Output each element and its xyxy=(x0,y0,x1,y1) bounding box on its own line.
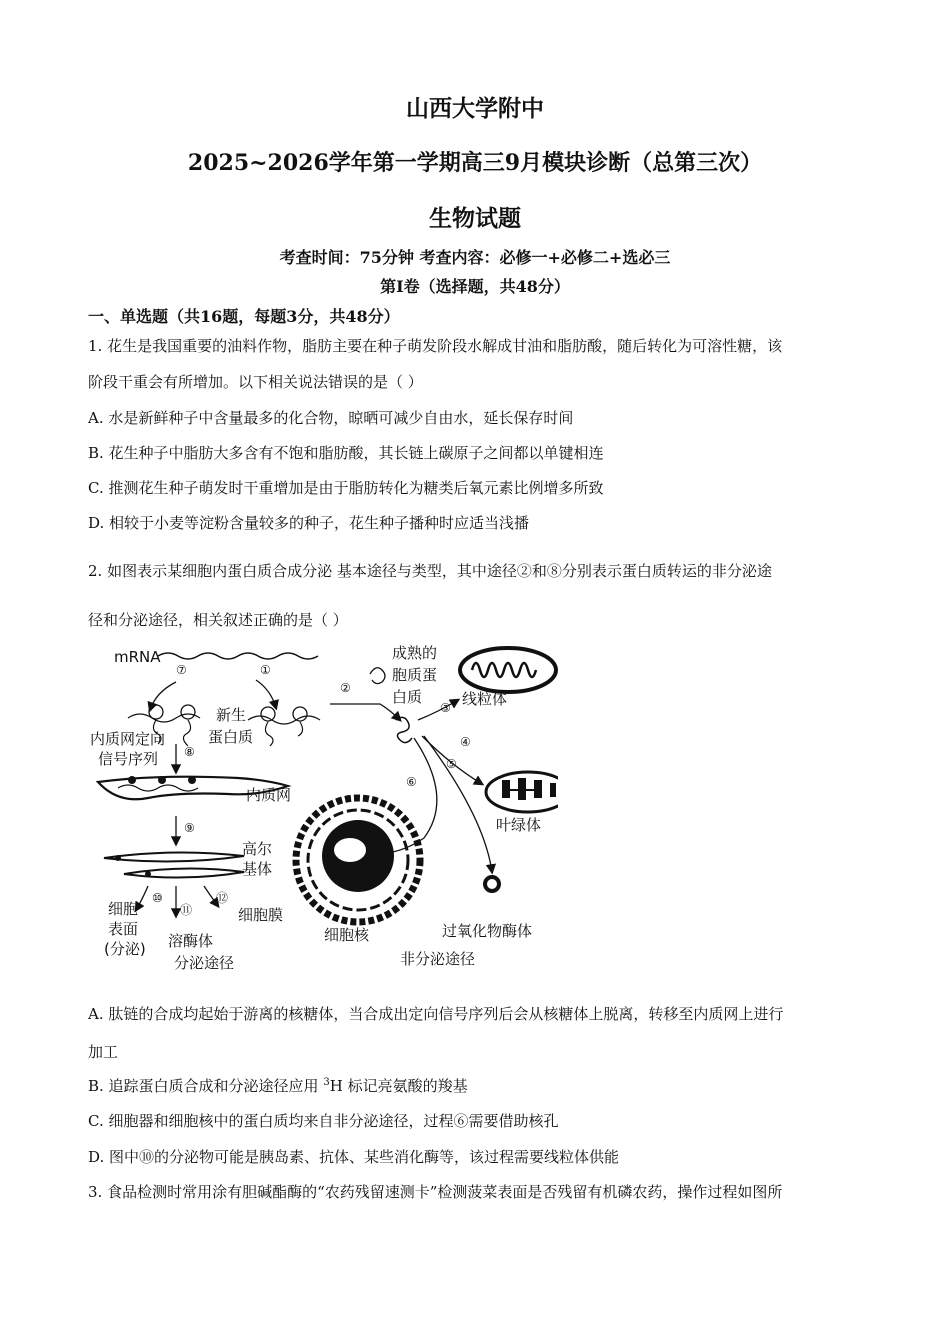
step-12-label: ⑫ xyxy=(216,891,229,905)
mature-protein-label-3: 白质 xyxy=(392,688,423,706)
secretory-pathway-label: 分泌途径 xyxy=(174,954,235,972)
step-4-label: ④ xyxy=(460,735,471,749)
volume-title: 第Ⅰ卷（选择题，共48分） xyxy=(380,277,570,296)
q1-option-c: C. 推测花生种子萌发时干重增加是由于脂肪转化为糖类后氧元素比例增多所致 xyxy=(88,479,604,497)
section-heading: 一、单选题（共16题，每题3分，共48分） xyxy=(88,307,400,326)
mature-protein-shape xyxy=(370,668,385,684)
step-8-label: ⑧ xyxy=(184,745,195,759)
step-5-label: ⑤ xyxy=(446,757,457,771)
peroxisome-icon xyxy=(485,877,499,891)
cell-surface-label-1: 细胞 xyxy=(108,900,139,918)
step-1-label: ① xyxy=(260,663,271,677)
peroxisome-label: 过氧化物酶体 xyxy=(442,922,533,940)
cell-surface-label-3: (分泌) xyxy=(104,940,146,958)
chloroplast-icon xyxy=(486,772,558,812)
q1-option-a: A. 水是新鲜种子中含量最多的化合物，晾晒可减少自由水，延长保存时间 xyxy=(88,409,574,427)
mitochondrion-icon xyxy=(460,648,556,692)
q2-option-d: D. 图中⑩的分泌物可能是胰岛素、抗体、某些消化酶等，该过程需要线粒体供能 xyxy=(88,1148,620,1166)
step-11-label: ⑪ xyxy=(180,903,193,917)
cell-membrane-label: 细胞膜 xyxy=(238,906,284,924)
protein-pathway-figure xyxy=(88,640,558,980)
q2-option-a-line2: 加工 xyxy=(88,1043,119,1061)
non-secretory-pathway-label: 非分泌途径 xyxy=(400,950,476,968)
golgi-apparatus-icon xyxy=(104,852,244,877)
q1-option-d: D. 相较于小麦等淀粉含量较多的种子，花生种子播种时应适当浅播 xyxy=(88,514,530,532)
chloroplast-label: 叶绿体 xyxy=(496,816,542,834)
q2-option-b-superscript: 3 xyxy=(323,1077,330,1088)
q2-option-b xyxy=(88,1075,468,1096)
cytoplasm-protein-coil xyxy=(396,717,412,742)
er-label: 内质网 xyxy=(246,786,292,804)
step-7-label: ⑦ xyxy=(176,663,187,677)
q2-option-a-line1: A. 肽链的合成均起始于游离的核糖体，当合成出定向信号序列后会从核糖体上脱离，转移至内质网上进行 xyxy=(88,1005,784,1023)
step-9-label: ⑨ xyxy=(184,821,195,835)
new-protein-label-2: 蛋白质 xyxy=(208,728,254,746)
q3-stem-line1: 3. 食品检测时常用涂有胆碱酯酶的“农药残留速测卡”检测菠菜表面是否残留有机磷农药，操作过程如图所 xyxy=(88,1183,783,1201)
nucleus-label: 细胞核 xyxy=(324,926,370,944)
school-title: 山西大学附中 xyxy=(406,95,544,122)
q2-stem-line2: 径和分泌途径，相关叙述正确的是（ ） xyxy=(88,611,348,629)
mature-protein-label-2: 胞质蛋 xyxy=(392,666,438,684)
q2-option-b-prefix: B. 追踪蛋白质合成和分泌途径应用 xyxy=(88,1077,324,1095)
subject-title: 生物试题 xyxy=(429,205,521,232)
q1-stem-line2: 阶段干重会有所增加。以下相关说法错误的是（ ） xyxy=(88,373,423,391)
exam-title: 2025~2026学年第一学期高三9月模块诊断（总第三次） xyxy=(187,150,763,176)
er-signal-label-1: 内质网定向 xyxy=(90,730,166,748)
mature-protein-label-1: 成熟的 xyxy=(392,644,438,662)
mrna-label: mRNA xyxy=(114,648,161,666)
exam-info: 考查时间：75分钟 考查内容：必修一+必修二+选必三 xyxy=(279,248,671,267)
new-protein-label-1: 新生 xyxy=(216,706,247,724)
q1-stem-line1: 1. 花生是我国重要的油料作物，脂肪主要在种子萌发阶段水解成甘油和脂肪酸，随后转化为可溶性糖，该 xyxy=(88,337,783,355)
q2-stem-line1: 2. 如图表示某细胞内蛋白质合成分泌 基本途径与类型，其中途径②和⑧分别表示蛋白质转运的非分泌途 xyxy=(88,562,772,580)
lysosome-label: 溶酶体 xyxy=(168,932,214,950)
step-3-label: ③ xyxy=(440,701,451,715)
q2-option-b-suffix: H 标记亮氨酸的羧基 xyxy=(329,1077,468,1095)
step-10-label: ⑩ xyxy=(152,891,163,905)
q1-option-b: B. 花生种子中脂肪大多含有不饱和脂肪酸，其长链上碳原子之间都以单键相连 xyxy=(88,444,604,462)
step-2-label: ② xyxy=(340,681,351,695)
ribosome-group-right xyxy=(248,707,320,746)
er-signal-label-2: 信号序列 xyxy=(98,750,159,768)
mrna-strand xyxy=(158,653,318,659)
nucleus-icon xyxy=(296,798,420,922)
golgi-label-1: 高尔 xyxy=(242,840,273,858)
step-6-label: ⑥ xyxy=(406,775,417,789)
q2-option-c: C. 细胞器和细胞核中的蛋白质均来自非分泌途径，过程⑥需要借助核孔 xyxy=(88,1112,559,1130)
golgi-label-2: 基体 xyxy=(242,860,273,878)
cell-surface-label-2: 表面 xyxy=(108,920,139,938)
mitochondrion-label: 线粒体 xyxy=(462,690,508,708)
